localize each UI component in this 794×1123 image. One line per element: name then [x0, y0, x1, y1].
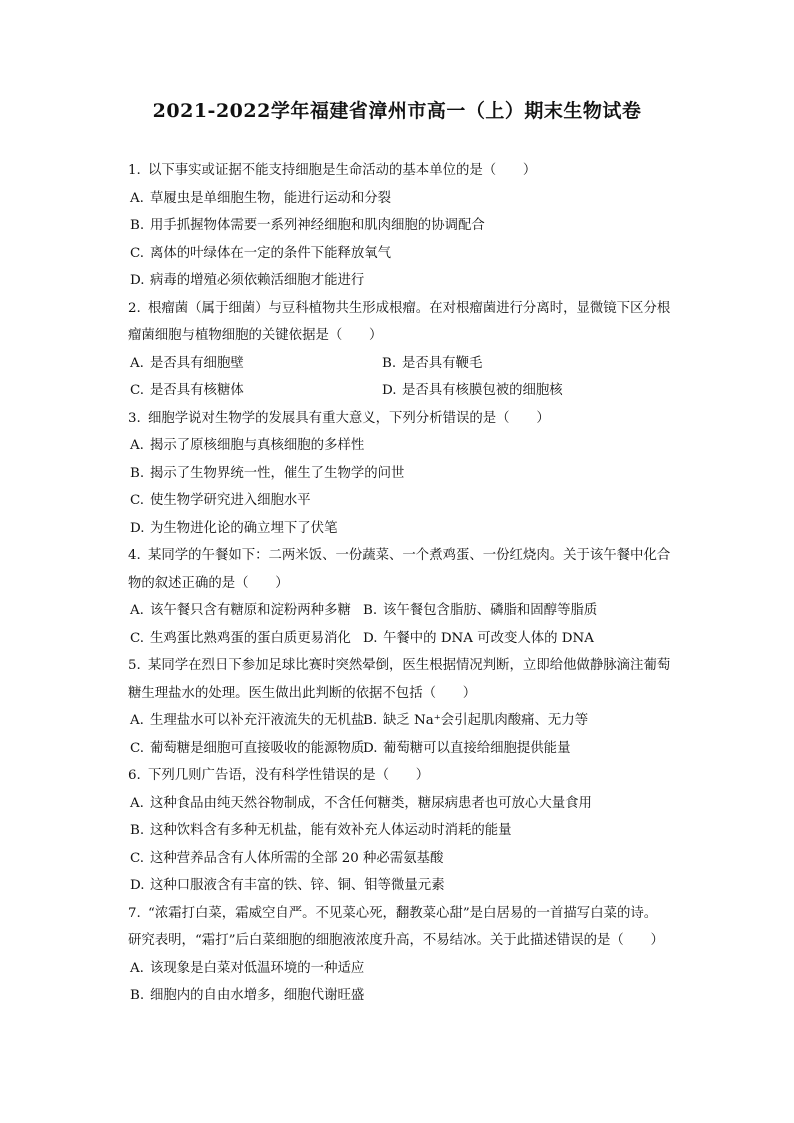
question-5-stem-continued: 糖生理盐水的处理。医生做出此判断的依据不包括（ ） — [128, 685, 477, 701]
question-1-option-c: C. 离体的叶绿体在一定的条件下能释放氧气 — [130, 245, 392, 261]
question-5-option-b: B. 缺乏 Na⁺会引起肌肉酸痛、无力等 — [363, 713, 589, 728]
question-5-options-row-1 — [128, 707, 698, 735]
question-4-option-b: B. 该午餐包含脂肪、磷脂和固醇等脂质 — [363, 603, 598, 618]
question-3-option-c: C. 使生物学研究进入细胞水平 — [130, 493, 311, 508]
question-1-option-a: A. 草履虫是单细胞生物，能进行运动和分裂 — [130, 190, 392, 206]
question-6-option-c: C. 这种营养品含有人体所需的全部 20 种必需氨基酸 — [130, 850, 444, 866]
question-3-stem: 3. 细胞学说对生物学的发展具有重大意义，下列分析错误的是（ ） — [128, 410, 550, 426]
page-title: 2021-2022学年福建省漳州市高一（上）期末生物试卷 — [152, 100, 642, 122]
question-1-option-d: D. 病毒的增殖必须依赖活细胞才能进行 — [130, 273, 365, 288]
question-2-option-d: D. 是否具有核膜包被的细胞核 — [382, 383, 563, 398]
question-7-option-b: B. 细胞内的自由水增多，细胞代谢旺盛 — [130, 988, 365, 1003]
question-5-option-d: D. 葡萄糖可以直接给细胞提供能量 — [363, 740, 571, 756]
question-2-options-row-2 — [128, 377, 698, 405]
question-3-option-a: A. 揭示了原核细胞与真核细胞的多样性 — [130, 438, 365, 453]
question-2-stem: 2. 根瘤菌（属于细菌）与豆科植物共生形成根瘤。在对根瘤菌进行分离时，显微镜下区分根 — [128, 300, 671, 316]
question-5-options-row-2 — [128, 735, 698, 763]
question-4-option-c: C. 生鸡蛋比熟鸡蛋的蛋白质更易消化 — [130, 630, 351, 646]
question-4-stem-continued: 物的叙述正确的是（ ） — [128, 575, 289, 591]
question-2-option-a: A. 是否具有细胞壁 — [130, 355, 244, 371]
question-6-stem: 6. 下列几则广告语，没有科学性错误的是（ ） — [128, 768, 430, 783]
question-list — [128, 157, 698, 1010]
question-3-option-b: B. 揭示了生物界统一性，催生了生物学的问世 — [130, 465, 405, 481]
question-5-option-a: A. 生理盐水可以补充汗液流失的无机盐 — [130, 713, 365, 728]
question-7-stem: 7. “浓霜打白菜，霜威空自严。不见菜心死，翻教菜心甜”是白居易的一首描写白菜的诗。 — [128, 905, 658, 921]
question-2-stem-continued: 瘤菌细胞与植物细胞的关键依据是（ ） — [128, 328, 383, 343]
question-2-options-row-1 — [128, 350, 698, 378]
question-4-options-row-1 — [128, 597, 698, 625]
question-4-option-d: D. 午餐中的 DNA 可改变人体的 DNA — [363, 630, 594, 646]
question-2-option-b: B. 是否具有鞭毛 — [382, 355, 483, 371]
question-2-option-c: C. 是否具有核糖体 — [130, 383, 244, 398]
question-3-option-d: D. 为生物进化论的确立埋下了伏笔 — [130, 520, 338, 536]
question-6-option-b: B. 这种饮料含有多种无机盐，能有效补充人体运动时消耗的能量 — [130, 823, 512, 838]
question-5-option-c: C. 葡萄糖是细胞可直接吸收的能源物质 — [130, 740, 365, 756]
question-6-option-a: A. 这种食品由纯天然谷物制成，不含任何糖类，糖尿病患者也可放心大量食用 — [130, 795, 592, 811]
question-5-stem: 5. 某同学在烈日下参加足球比赛时突然晕倒，医生根据情况判断，立即给他做静脉滴注葡萄 — [128, 658, 671, 673]
question-6-option-d: D. 这种口服液含有丰富的铁、锌、铜、钼等微量元素 — [130, 878, 445, 893]
question-4-options-row-2 — [128, 625, 698, 653]
question-7-option-a: A. 该现象是白菜对低温环境的一种适应 — [130, 960, 365, 976]
question-4-option-a: A. 该午餐只含有糖原和淀粉两种多糖 — [130, 603, 351, 618]
question-1-option-b: B. 用手抓握物体需要一系列神经细胞和肌肉细胞的协调配合 — [130, 218, 485, 233]
question-7-stem-continued: 研究表明，“霜打”后白菜细胞的细胞液浓度升高，不易结冰。关于此描述错误的是（ ） — [128, 933, 664, 948]
question-1-stem: 1. 以下事实或证据不能支持细胞是生命活动的基本单位的是（ ） — [128, 163, 537, 178]
question-4-stem: 4. 某同学的午餐如下：二两米饭、一份蔬菜、一个煮鸡蛋、一份红烧肉。关于该午餐中化合 — [128, 548, 671, 563]
